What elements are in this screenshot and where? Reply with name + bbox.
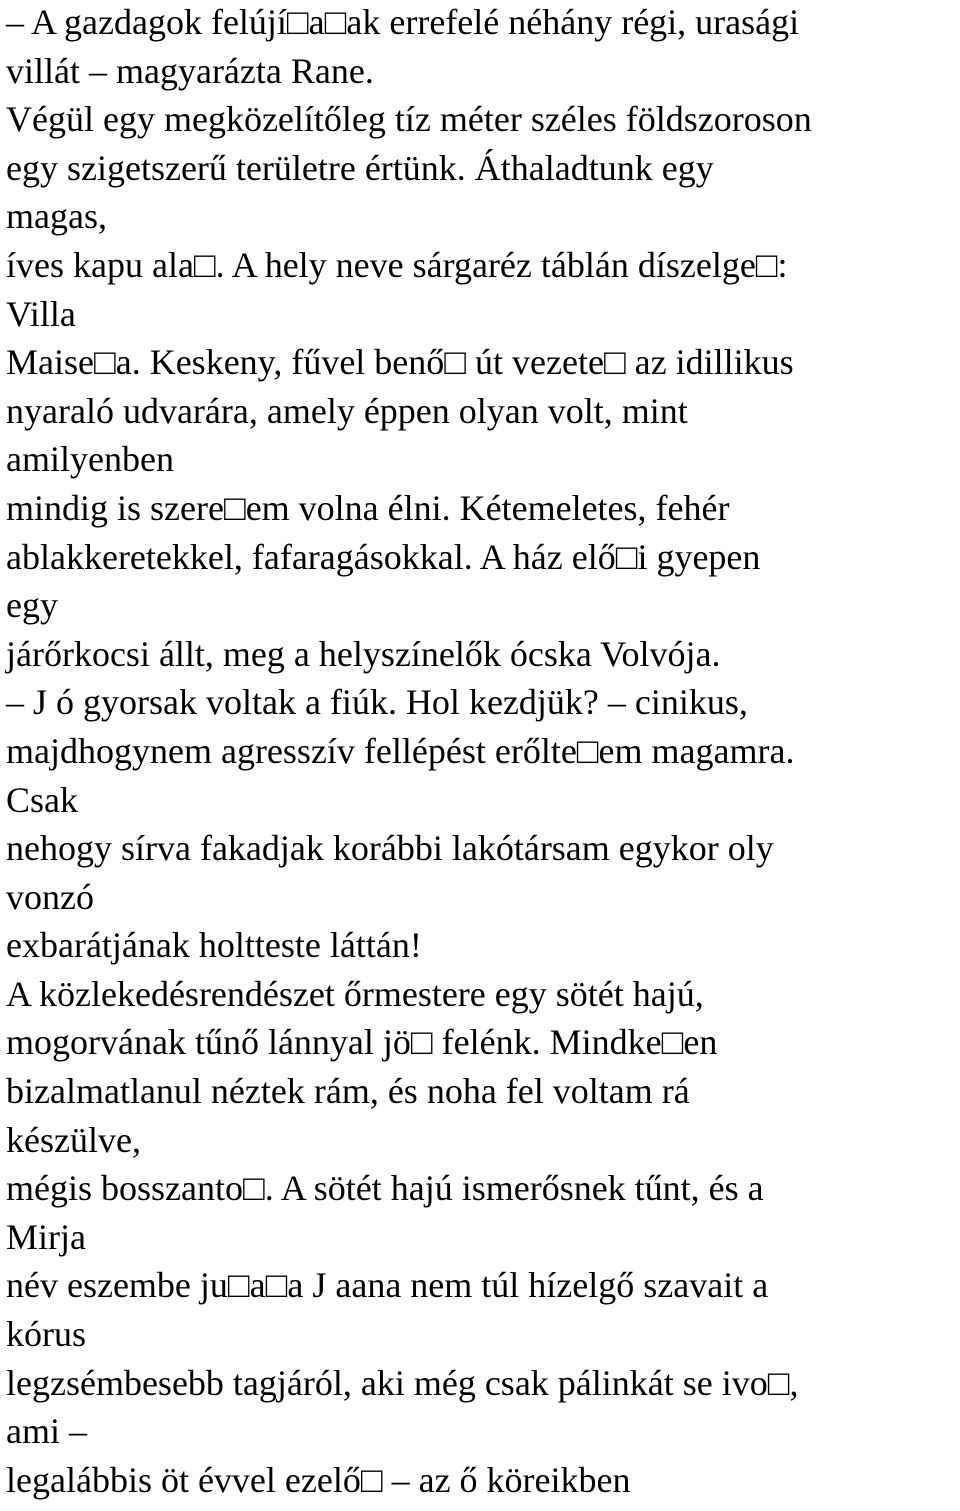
text-line: járőrkocsi állt, meg a helyszínelők ócska Volvója.	[6, 633, 721, 674]
text-line: nehogy sírva fakadjak korábbi lakótársam egykor oly	[6, 828, 774, 869]
text-line: A közlekedésrendészet őrmestere egy sötét hajú,	[6, 973, 704, 1014]
text-line: – J ó gyorsak voltak a fiúk. Hol kezdjük? – cinikus,	[6, 682, 748, 723]
text-line: ablakkeretekkel, fafaragásokkal. A ház elő□i gyepen	[6, 536, 761, 577]
text-line: egy	[6, 585, 58, 626]
text-line: mogorvának tűnő lánnyal jö□ felénk. Mindke□en	[6, 1022, 718, 1063]
text-line: mindig is szere□em volna élni. Kétemeletes, fehér	[6, 487, 730, 528]
text-line: Villa	[6, 293, 76, 334]
text-line: vonzó	[6, 876, 94, 917]
text-line: egy szigetszerű területre értünk. Áthaladtunk egy	[6, 147, 714, 188]
text-line: kórus	[6, 1314, 86, 1355]
text-line: Mirja	[6, 1216, 86, 1257]
text-line: majdhogynem agresszív fellépést erőlte□em magamra.	[6, 730, 795, 771]
text-line: legalábbis öt évvel ezelő□ – az ő köreikben	[6, 1459, 631, 1500]
text-line: amilyenben	[6, 439, 174, 480]
text-line: Csak	[6, 779, 78, 820]
text-line: nyaraló udvarára, amely éppen olyan volt, mint	[6, 390, 688, 431]
text-line: magas,	[6, 196, 107, 237]
text-line: íves kapu ala□. A hely neve sárgaréz táblán díszelge□:	[6, 244, 788, 285]
text-line: bizalmatlanul néztek rám, és noha fel voltam rá	[6, 1071, 690, 1112]
text-line: mégis bosszanto□. A sötét hajú ismerősnek tűnt, és a	[6, 1168, 764, 1209]
text-line: legzsémbesebb tagjáról, aki még csak pálinkát se ivo□,	[6, 1362, 799, 1403]
text-line: név eszembe ju□a□a J aana nem túl hízelgő szavait a	[6, 1265, 769, 1306]
text-line: exbarátjának holtteste láttán!	[6, 925, 422, 966]
text-line: ami –	[6, 1411, 87, 1452]
text-line: Végül egy megközelítőleg tíz méter széles földszoroson	[6, 99, 812, 140]
text-line: – A gazdagok felújí□a□ak errefelé néhány régi, urasági	[6, 2, 800, 42]
text-line: villát – magyarázta Rane.	[6, 50, 374, 91]
text-line: készülve,	[6, 1119, 141, 1160]
document-page	[6, 0, 956, 1506]
text-line: Maise□a. Keskeny, fűvel benő□ út vezete□ az idillikus	[6, 342, 794, 383]
